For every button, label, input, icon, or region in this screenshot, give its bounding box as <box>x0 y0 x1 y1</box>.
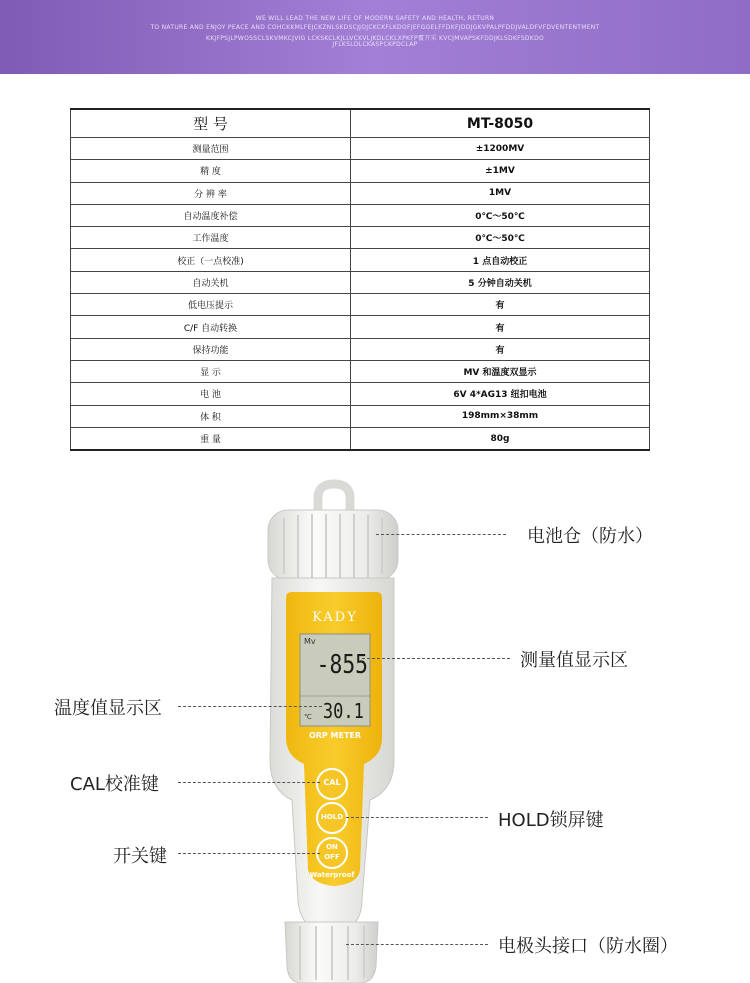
spec-value: 80g <box>351 427 650 450</box>
spec-label: 工作温度 <box>71 227 351 249</box>
spec-label: 体 积 <box>71 405 351 427</box>
power-key-leader-line <box>178 853 320 854</box>
hold-key-callout: HOLD锁屏键 <box>498 810 604 831</box>
mv-display-callout: 测量值显示区 <box>520 650 628 671</box>
spec-label: 分 辨 率 <box>71 182 351 204</box>
on-button-label: ON <box>326 843 338 851</box>
lcd-temp-reading: 30.1 <box>322 699 364 723</box>
spec-label: 测量范围 <box>71 138 351 160</box>
spec-value: 6V 4*AG13 纽扣电池 <box>351 383 650 405</box>
spec-value: 0℃～50℃ <box>351 204 650 226</box>
spec-value: 有 <box>351 338 650 360</box>
spec-value: ±1200MV <box>351 138 650 160</box>
spec-label: 重 量 <box>71 427 351 450</box>
cal-key-callout: CAL校准键 <box>70 774 159 795</box>
spec-value: 198mm×38mm <box>351 405 650 427</box>
spec-label: 保持功能 <box>71 338 351 360</box>
electrode-leader-line <box>346 944 488 945</box>
lcd-mv-reading: -855 <box>316 650 368 680</box>
spec-label: 自动关机 <box>71 271 351 293</box>
model-label: ORP METER <box>308 731 362 740</box>
cal-key-leader-line <box>178 782 320 783</box>
spec-value: 有 <box>351 294 650 316</box>
spec-label: 低电压提示 <box>71 294 351 316</box>
spec-value: 1MV <box>351 182 650 204</box>
spec-label: 自动温度补偿 <box>71 204 351 226</box>
temp-display-callout: 温度值显示区 <box>54 698 162 719</box>
brand-logo: KADY <box>312 610 358 625</box>
spec-header-value: MT-8050 <box>351 109 650 138</box>
banner-text-line-1: WE WILL LEAD THE NEW LIFE OF MODERN SAFETY AND HEALTH, RETURN <box>255 15 495 22</box>
temp-display-leader-line <box>178 706 322 707</box>
banner-text-line-3: KKJFPSJLPWOSSCLSKVMKCJVIG LCKSKCLKJLLVCKVLJKDLCKLXPKFP覆开采 KVCJMVAPSKFDDJKLSDKFSDKDO <box>205 35 545 42</box>
lcd-unit-label: Mv <box>304 637 316 646</box>
hold-key-leader-line <box>346 817 488 818</box>
spec-value: 1 点自动校正 <box>351 249 650 271</box>
spec-value: ±1MV <box>351 160 650 182</box>
lcd-temp-unit: ℃ <box>304 713 312 721</box>
mv-display-leader-line <box>362 658 510 659</box>
spec-label: C/F 自动转换 <box>71 316 351 338</box>
power-key-callout: 开关键 <box>113 846 167 867</box>
banner-text-line-2: TO NATURE AND ENJOY PEACE AND COHCKKMLFEJCKZNLSKDSCJJOJCKCKFLKDOFJEFGGELFFDKFJDDJGKVPALPFDDJVALDFVFDVENTENTMENT <box>150 24 600 31</box>
electrode-callout: 电极头接口（防水圈） <box>498 936 678 957</box>
spec-label: 校正（一点校准) <box>71 249 351 271</box>
off-button-label: OFF <box>324 853 340 861</box>
battery-cap <box>268 510 398 580</box>
battery-leader-line <box>376 534 506 535</box>
battery-callout: 电池仓（防水） <box>527 526 653 547</box>
cal-button-label: CAL <box>323 778 341 787</box>
banner-text-line-4: JFLKSLDLCKASPCKPDCLAP <box>332 41 418 48</box>
hold-button-label: HOLD <box>320 813 344 821</box>
spec-value: MV 和温度双显示 <box>351 360 650 382</box>
spec-value: 0℃～50℃ <box>351 227 650 249</box>
spec-label: 电 池 <box>71 383 351 405</box>
spec-value: 5 分钟自动关机 <box>351 271 650 293</box>
spec-label: 显 示 <box>71 360 351 382</box>
spec-header-label: 型 号 <box>71 109 351 138</box>
spec-label: 精 度 <box>71 160 351 182</box>
waterproof-label: Waterproof <box>309 871 355 879</box>
spec-value: 有 <box>351 316 650 338</box>
